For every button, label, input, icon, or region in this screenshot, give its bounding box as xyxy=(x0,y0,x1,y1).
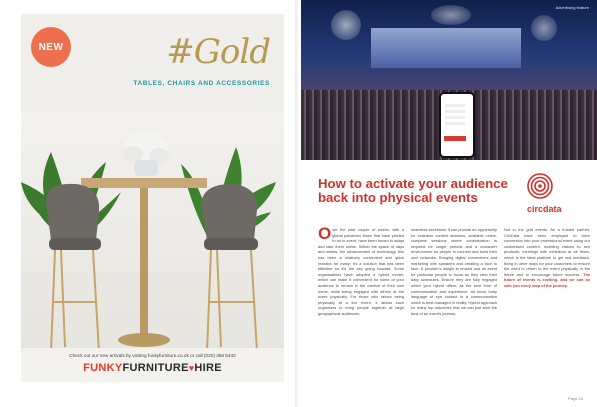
stage-screen xyxy=(371,28,521,68)
phone-mockup xyxy=(439,92,475,158)
heart-icon: ♥ xyxy=(188,363,195,373)
column-1-text: ver the past couple of weeks, with a global pandemic those that have yielded to an in-event, have been forced to adapt and take them online. Within the space of days and weeks, the advancement of technology, this has been a relatively convenient and quick reaction for many; it's a solution that has been effective so it's the key going forward. Some organisations have adopted a hybrid model, which can make it convenient for some of your audience to remain in the comfort of their own home, while being engaged with others at the event physically. For those who favour being physically at a live event, it allows such organisers to bring people together at large geographical audiences. xyxy=(318,227,404,316)
ad-footer-text: Check out our new arrivals by visiting funkyfurniture.co.uk or call (020) 358 5440 xyxy=(69,353,236,358)
brand-furniture: FURNITURE xyxy=(122,362,189,374)
left-page xyxy=(0,0,296,407)
event-hero-photo xyxy=(301,0,597,160)
stage-light xyxy=(531,15,557,41)
dropcap: O xyxy=(318,224,332,243)
section-tag: Advertising feature xyxy=(555,5,589,10)
circdata-logo-text: circdata xyxy=(527,204,562,214)
stage-light xyxy=(431,5,471,25)
ad-title: #Gold xyxy=(166,32,270,72)
brand-hire: HIRE xyxy=(194,362,222,374)
brand-logo xyxy=(21,362,284,374)
phone-button xyxy=(444,136,466,141)
ad-footer xyxy=(21,348,284,382)
article-column-1 xyxy=(318,224,404,317)
circdata-logo-icon xyxy=(527,173,553,199)
column-3-text: Not in the grid events. As a trusted partner, CircData have been employed to drive conversion into your professional event using our customised content, enabling visitors to see products, meetings with exhibitors at all times, which is the ideal platform to get real feedback. Bring in other ways for your customers to ensure the need to return to the event physically in the future and to encourage future success. xyxy=(504,227,590,277)
article-column-2 xyxy=(411,227,497,317)
new-badge: NEW xyxy=(31,27,71,67)
gold-advert xyxy=(21,14,284,382)
article-column-3 xyxy=(504,227,590,289)
furniture-illustration xyxy=(21,112,284,362)
right-page xyxy=(301,0,597,407)
phone-screen-content xyxy=(445,104,465,128)
furniture-photo xyxy=(21,112,284,362)
article-highlight: The future of events is exciting, and we can be with you every step of the journey. xyxy=(504,271,590,288)
column-2-text: seamless workflows; it can provide an opportunity for exclusive content sessions, available online, complete sessions where consideration is required for longer periods and a crossover environment for people to connect and build their own networks. Bringing digital connections and marketing with speakers and creating a face to face. A provider's insight is reused and an event for particular people to focus as they view their daily schedules. Ensure they are fully engaged which your hybrid offers, as the best form of communication and experience. All know body language of eye contact in a communication which is best managed in reality. Hybrid approach for many top outcomes that we can just start the best of an event's journey. xyxy=(411,227,497,316)
brand-funky: FUNKY xyxy=(83,362,123,374)
page-number: Page 43 xyxy=(568,396,583,401)
article-headline: How to activate your audience back into physical events xyxy=(318,176,508,205)
ad-subtitle: TABLES, CHAIRS AND ACCESSORIES xyxy=(133,80,270,87)
stage-light xyxy=(331,10,361,40)
